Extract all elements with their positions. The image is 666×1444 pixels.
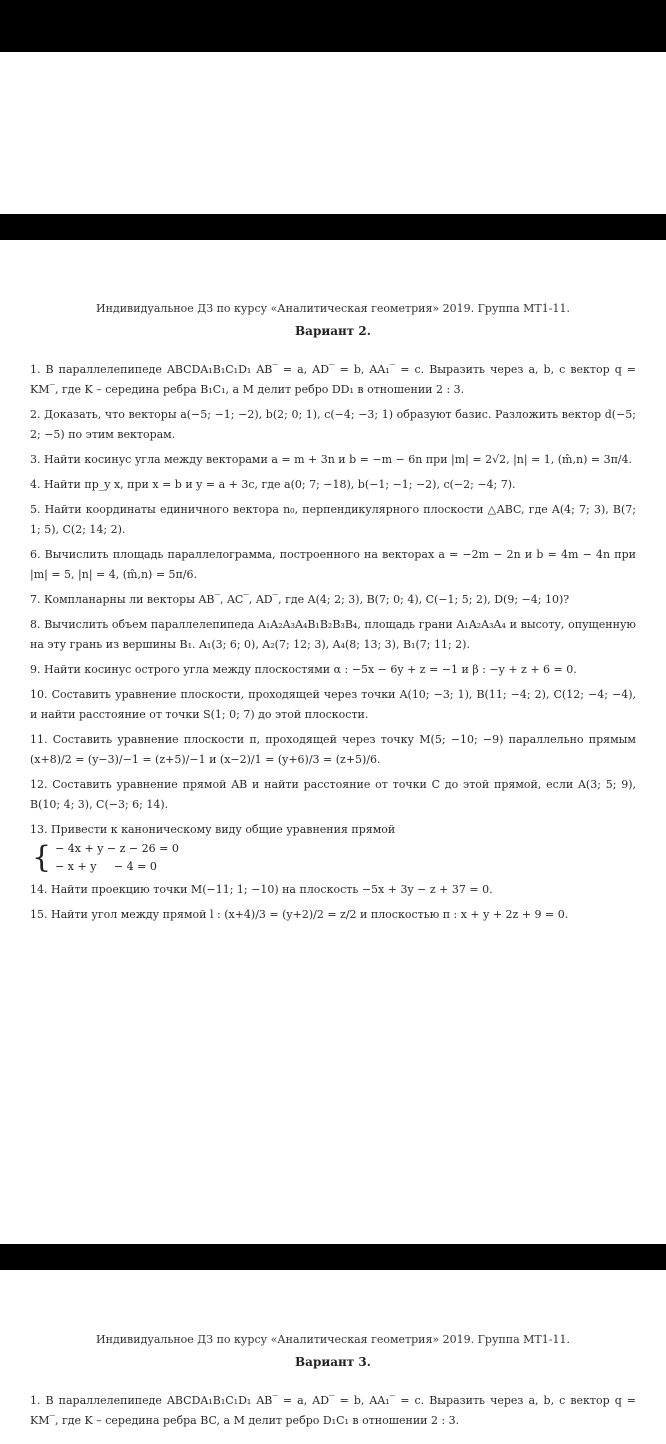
task-item: 5. Найти координаты единичного вектора n₀, перпендикулярного плоскости △ABC, где A(4; 7; 3), B(7; 1; 5), C(2; 14; 2). xyxy=(30,503,636,536)
equation-line: − x + y − 4 = 0 xyxy=(55,860,157,873)
task-item: 12. Составить уравнение прямой AB и найти расстояние от точки C до этой прямой, если A(3; 5; 9), B(10; 4; 3), C(−3; 6; 14). xyxy=(30,778,636,811)
task-item: 14. Найти проекцию точки M(−11; 1; −10) на плоскость −5x + 3y − z + 37 = 0. xyxy=(30,883,493,896)
task-item: 1. В параллелепипеде ABCDA₁B₁C₁D₁ AB‾ = a, AD‾ = b, AA₁‾ = c. Выразить через a, b, c вектор q = KM‾, где K – середина ребра B₁C₁, а M делит ребро DD₁ в отношении 2 : 3. xyxy=(30,363,636,396)
variant-title: Вариант 3. xyxy=(295,1355,371,1369)
task-list xyxy=(30,360,636,925)
task-item: 7. Компланарны ли векторы AB‾, AC‾, AD‾, где A(4; 2; 3), B(7; 0; 4), C(−1; 5; 2), D(9; −4; 10)? xyxy=(30,593,570,606)
task-item: 15. Найти угол между прямой l : (x+4)/3 = (y+2)/2 = z/2 и плоскостью π : x + y + 2z + 9 = 0. xyxy=(30,908,569,921)
task-list xyxy=(30,1391,636,1431)
equation-system xyxy=(32,840,636,876)
document-page-variant-3 xyxy=(30,1333,636,1436)
top-black-band xyxy=(0,0,666,52)
page-heading: Индивидуальное ДЗ по курсу «Аналитическая геометрия» 2019. Группа МТ1-11. xyxy=(96,1333,570,1346)
task-item: 11. Составить уравнение плоскости π, проходящей через точку M(5; −10; −9) параллельно прямым (x+8)/2 = (y−3)/−1 = (z+5)/−1 и (x−2)/1 = (y+6)/3 = (z+5)/6. xyxy=(30,733,636,766)
task-item: 1. В параллелепипеде ABCDA₁B₁C₁D₁ AB‾ = a, AD‾ = b, AA₁‾ = c. Выразить через a, b, c вектор q = KM‾, где K – середина ребра BC, а M делит ребро D₁C₁ в отношении 2 : 3. xyxy=(30,1394,636,1427)
page-separator-band xyxy=(0,214,666,240)
task-item: 3. Найти косинус угла между векторами a = m + 3n и b = −m − 6n при |m| = 2√2, |n| = 1, (m̂,n) = 3π/4. xyxy=(30,453,633,466)
task-item: 6. Вычислить площадь параллелограмма, построенного на векторах a = −2m − 2n и b = 4m − 4n при |m| = 5, |n| = 4, (m̂,n) = 5π/6. xyxy=(30,548,636,581)
page-separator-band xyxy=(0,1244,666,1270)
page-heading: Индивидуальное ДЗ по курсу «Аналитическая геометрия» 2019. Группа МТ1-11. xyxy=(96,302,570,315)
task-item: 13. Привести к каноническому виду общие уравнения прямой xyxy=(30,823,396,836)
equation-line: − 4x + y − z − 26 = 0 xyxy=(55,842,179,855)
task-item: 10. Составить уравнение плоскости, проходящей через точки A(10; −3; 1), B(11; −4; 2), C(12; −4; −4), и найти расстояние от точки S(1; 0; 7) до этой плоскости. xyxy=(30,688,636,721)
document-page-variant-2 xyxy=(30,302,636,930)
task-item: 8. Вычислить объем параллелепипеда A₁A₂A₃A₄B₁B₂B₃B₄, площадь грани A₁A₂A₃A₄ и высоту, опущенную на эту грань из вершины B₁. A₁(3; 6; 0), A₂(7; 12; 3), A₄(8; 13; 3), B₁(7; 11; 2). xyxy=(30,618,636,651)
task-item: 4. Найти пр_y x, при x = b и y = a + 3c, где a(0; 7; −18), b(−1; −1; −2), c(−2; −4; 7). xyxy=(30,478,516,491)
task-item: 9. Найти косинус острого угла между плоскостями α : −5x − 6y + z = −1 и β : −y + z + 6 = 0. xyxy=(30,663,577,676)
task-item: 2. Доказать, что векторы a(−5; −1; −2), b(2; 0; 1), c(−4; −3; 1) образуют базис. Разложить вектор d(−5; 2; −5) по этим векторам. xyxy=(30,408,636,441)
brace-symbol: { xyxy=(32,840,52,875)
variant-title: Вариант 2. xyxy=(295,324,371,338)
